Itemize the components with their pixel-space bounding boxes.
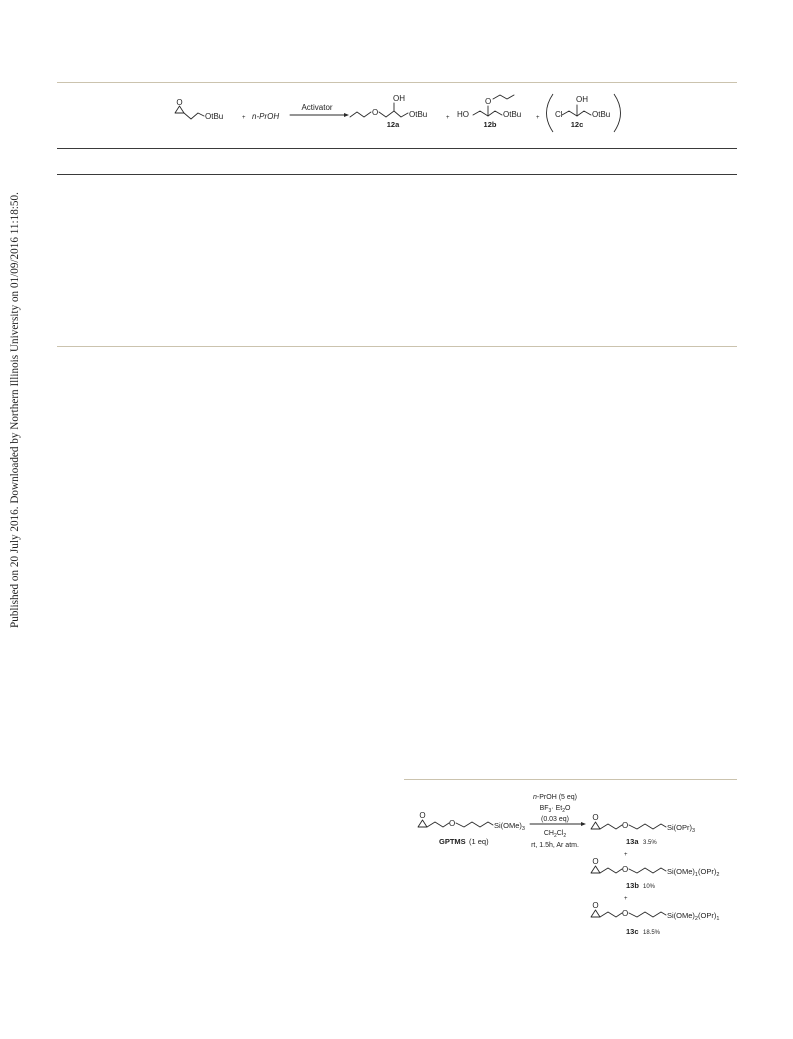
reagent-label: n-PrOH <box>252 112 280 121</box>
reactant-label: GPTMS <box>439 837 466 846</box>
compound-label-12c: 12c <box>570 120 584 129</box>
product-12b <box>457 95 521 129</box>
svg-text:O: O <box>449 819 456 828</box>
yield-13c: 18.5% <box>643 930 661 936</box>
svg-text:O: O <box>592 901 599 910</box>
reactant-group: OtBu <box>205 112 224 121</box>
product-13b <box>591 857 719 890</box>
yield-13a: 3.5% <box>643 840 657 846</box>
yield-13b: 10% <box>643 884 656 890</box>
svg-text:Si(OMe)1(OPr)2: $Si(OMe)_1(OPr)_2$ <box>667 867 720 878</box>
reactant-eq: (1 eq) <box>469 837 489 846</box>
compound-label-13b: 13b <box>626 881 639 890</box>
scheme-13-top-rule <box>404 779 737 780</box>
download-notice-text: Published on 20 July 2016. Downloaded by Northern Illinois University on 01/09/2016 11:18:50. <box>9 192 21 628</box>
plus-sign: + <box>242 115 246 121</box>
reactant-epoxide <box>175 98 223 121</box>
svg-text:+: + <box>624 852 628 858</box>
compound-label-12b: 12b <box>483 120 497 129</box>
svg-text:O: O <box>372 108 379 117</box>
compound-label-13a: 13a <box>626 837 639 846</box>
product-13a <box>591 813 695 846</box>
svg-text:O: O <box>485 97 492 106</box>
svg-text:OH: OH <box>393 94 405 103</box>
svg-text:Si(OMe)3: $Si(OMe)_3$ <box>494 821 525 832</box>
svg-text:O: O <box>419 811 426 820</box>
product-13c <box>591 901 719 936</box>
svg-text:OH: OH <box>576 95 588 104</box>
product-12a <box>350 94 427 129</box>
svg-text:O: O <box>592 857 599 866</box>
svg-text:O: O <box>622 865 629 874</box>
svg-text:O: O <box>622 821 629 830</box>
svg-text:+: + <box>536 115 540 121</box>
table-body-rule <box>57 174 737 175</box>
svg-text:Si(OMe)2(OPr)1: $Si(OMe)_2(OPr)_1$ <box>667 911 720 922</box>
product-12c <box>547 94 621 132</box>
svg-text:Cl: Cl <box>555 110 563 119</box>
reaction-scheme-13 <box>404 784 737 964</box>
compound-label-13c: 13c <box>626 927 639 936</box>
reactant-gptms <box>418 811 525 846</box>
table-header-rule <box>57 148 737 149</box>
svg-text:rt, 1.5h, Ar atm.: rt, 1.5h, Ar atm. <box>531 842 579 849</box>
svg-text:(0.03 eq): (0.03 eq) <box>540 816 570 823</box>
arrow-label: Activator <box>301 103 333 112</box>
reaction-arrow <box>290 103 349 117</box>
svg-text:HO: HO <box>457 110 469 119</box>
svg-text:Si(OPr)3: $Si(OPr)_3$ <box>667 823 696 834</box>
reaction-conditions <box>530 794 586 849</box>
svg-text:O: O <box>176 98 183 107</box>
download-notice <box>5 192 23 628</box>
svg-text:O: O <box>622 909 629 918</box>
table-top-rule <box>57 82 737 83</box>
svg-text:n-PrOH (5 eq): n-PrOH (5 eq) <box>533 794 577 801</box>
compound-label-12a: 12a <box>386 120 400 129</box>
svg-text:CH2Cl2: $CH_2Cl_2$ <box>543 830 567 839</box>
reaction-scheme-12 <box>160 86 630 144</box>
svg-text:BF3· Et2O: $BF_3\cdot Et_2O$ <box>539 805 571 814</box>
svg-text:OtBu: OtBu <box>503 110 522 119</box>
svg-text:O: O <box>592 813 599 822</box>
table-bottom-rule <box>57 346 737 347</box>
svg-text:+: + <box>446 115 450 121</box>
svg-text:OtBu: OtBu <box>592 110 611 119</box>
svg-text:+: + <box>624 896 628 902</box>
svg-text:OtBu: OtBu <box>409 110 428 119</box>
